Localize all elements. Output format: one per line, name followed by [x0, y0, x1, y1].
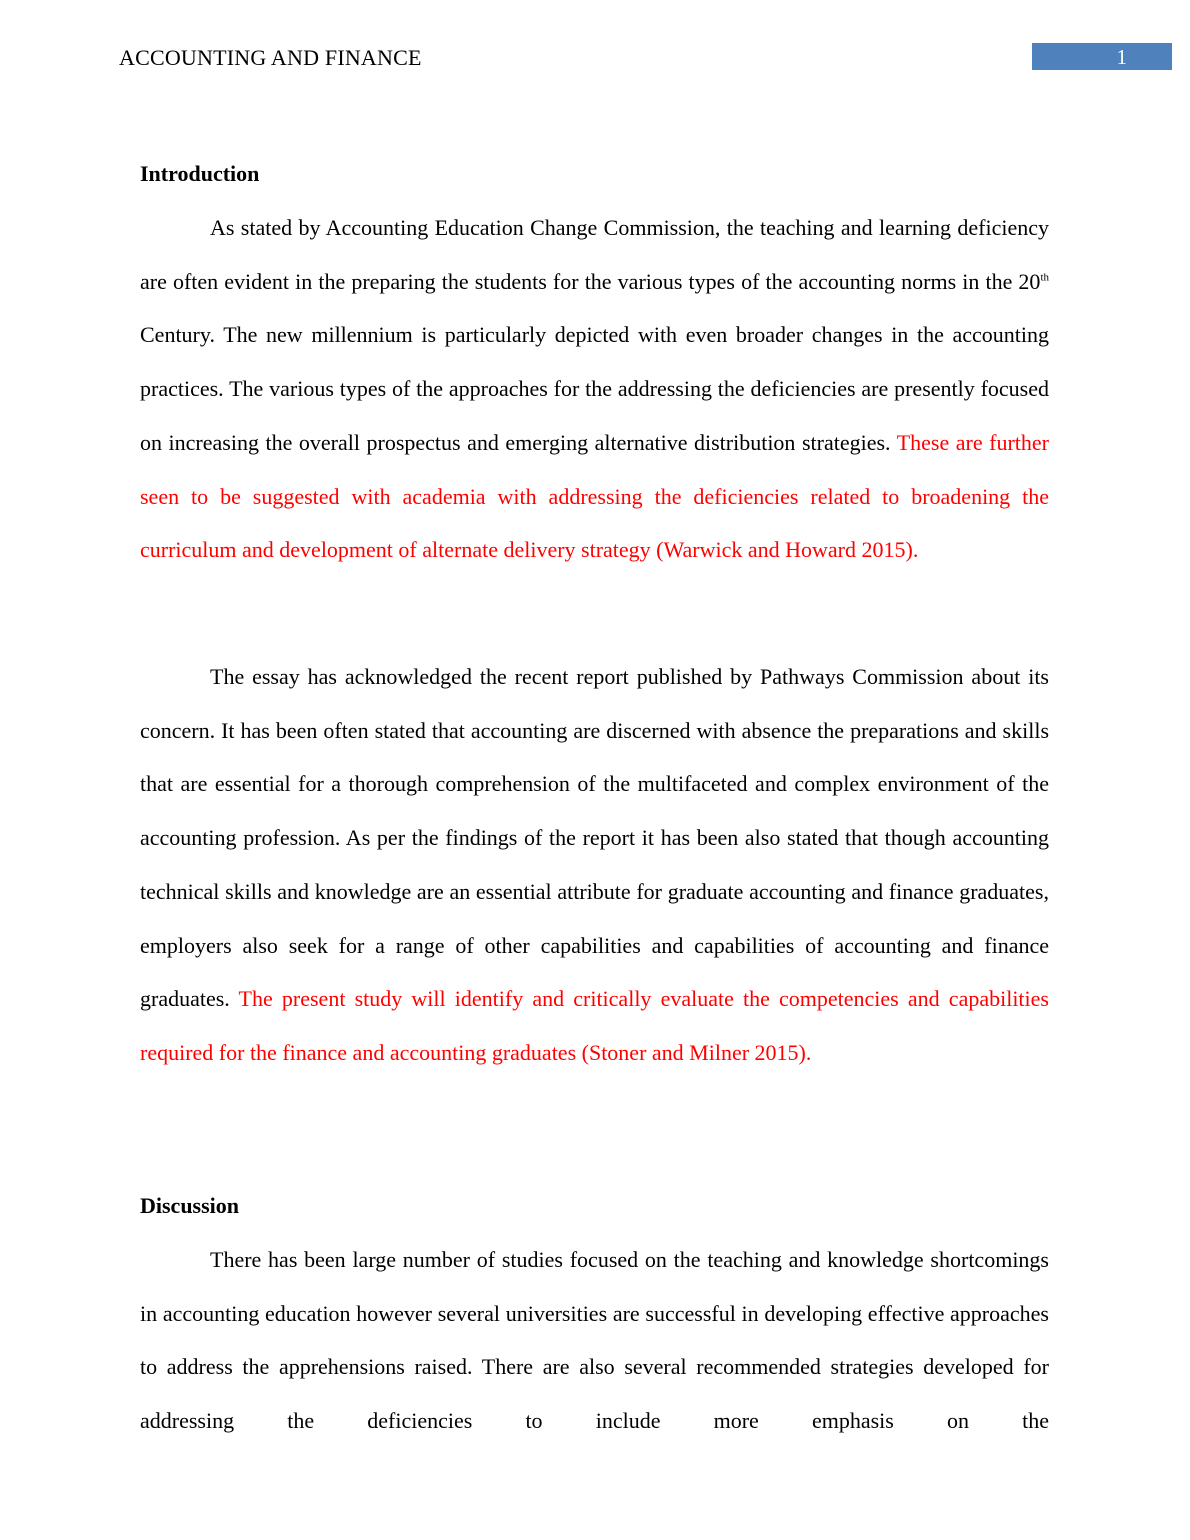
- intro-p1-text-a: As stated by Accounting Education Change Commission, the teaching and learning deficiency are often evident in the preparing the students for the various types of the accounting norms in the 20: [140, 215, 1049, 294]
- running-header-title: ACCOUNTING AND FINANCE: [119, 45, 422, 70]
- introduction-heading: Introduction: [140, 161, 260, 186]
- discussion-heading: Discussion: [140, 1193, 240, 1218]
- intro-p2-highlight: The present study will identify and critically evaluate the competencies and capabilities required for the finance and accounting graduates (Stoner and Milner 2015).: [140, 986, 1049, 1065]
- introduction-paragraph-2: [140, 650, 1049, 1080]
- intro-p2-text: The essay has acknowledged the recent report published by Pathways Commission about its concern. It has been often stated that accounting are discerned with absence the preparations and skills that are essential for a thorough comprehension of the multifaceted and complex environment of the accounting profession. As per the findings of the report it has been also stated that though accounting technical skills and knowledge are an essential attribute for graduate accounting and finance graduates, employers also seek for a range of other capabilities and capabilities of accounting and finance graduates.: [140, 664, 1049, 1012]
- intro-p1-text-b: Century. The new millennium is particularly depicted with even broader changes in the accounting practices. The various types of the approaches for the addressing the deficiencies are presently focused on increasing the overall prospectus and emerging alternative distribution strategies.: [140, 322, 1049, 455]
- intro-p1-highlight: These are further seen to be suggested with academia with addressing the deficiencies related to broadening the curriculum and development of alternate delivery strategy (Warwick and Howard 2015).: [140, 429, 1049, 563]
- introduction-paragraph-1: [140, 201, 1049, 577]
- intro-p1-superscript: th: [1040, 271, 1049, 284]
- page-number-badge: 1: [1032, 43, 1172, 70]
- discussion-paragraph-1: [140, 1233, 1049, 1448]
- discussion-p1-text: There has been large number of studies focused on the teaching and knowledge shortcomings in accounting education however several universities are successful in developing effective approaches to address the apprehensions raised. There are also several recommended strategies developed for addressing the deficiencies to include more emphasis on the: [140, 1247, 1049, 1434]
